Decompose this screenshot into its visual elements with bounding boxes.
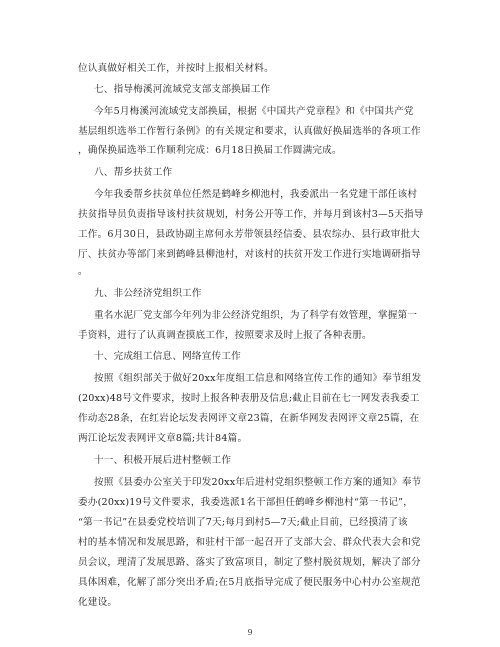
section-heading-11: 十一、积极开展后进村整顿工作 bbox=[94, 455, 232, 466]
body-text-line: 今年5月梅溪河流域党支部换届，根据《中国共产党章程》和《中国共产党 bbox=[94, 106, 414, 117]
body-text-line: 基层组织选举工作暂行条例》的有关规定和要求，认真做好换届选举的各项工作 bbox=[78, 126, 421, 137]
body-text-line: 手资料，进行了认真调查摸底工作，按照要求及时上报了各种表册。 bbox=[78, 330, 372, 341]
section-heading-8: 八、帮乡扶贫工作 bbox=[94, 167, 173, 178]
body-text-line: 具体困难，化解了部分突出矛盾;在5月底指导完成了便民服务中心村办公室规范 bbox=[78, 577, 421, 588]
body-text-line: 工作。6月30日，县政协副主席何永芳带领县经信委、县农综办、县行政审批大 bbox=[78, 229, 421, 240]
section-heading-7: 七、指导梅溪河流域党支部支部换届工作 bbox=[94, 84, 271, 95]
body-text-line: 重名水泥厂党支部今年列为非公经济党组织，为了科学有效管理，掌握第一 bbox=[94, 310, 418, 321]
body-text-line: 厅、扶贫办等部门来到鹤峰县柳池村，对该村的扶贫开发工作进行实地调研指导 bbox=[78, 249, 421, 260]
body-text-line: 扶贫指导员负责指导该村扶贫规划，村务公开等工作，并每月到该村3—5天指导 bbox=[78, 209, 424, 220]
body-text-line: 委办(20xx)19号文件要求，我委选派1名干部担任鹤峰乡柳池村“第一书记”， bbox=[78, 497, 414, 508]
body-text-line: 化建设。 bbox=[78, 597, 118, 608]
body-text-line: 今年我委帮乡扶贫单位任然是鹤峰乡柳池村，我委派出一名党建干部任该村 bbox=[94, 189, 418, 200]
body-text-line: 。 bbox=[78, 266, 88, 277]
body-text-line: 按照《县委办公室关于印发20xx年后进村党组织整顿工作方案的通知》奉节 bbox=[94, 477, 422, 488]
body-text-line: “第一书记”在县委党校培训了7天;每月到村5—7天;截止目前，已经摸清了该 bbox=[78, 517, 408, 528]
section-heading-10: 十、完成组工信息、网络宣传工作 bbox=[94, 351, 241, 362]
body-text-line: ，确保换届选举工作顺利完成：6月18日换届工作圆满完成。 bbox=[78, 145, 342, 156]
body-text-line: (20xx)48号文件要求，按时上报各种表册及信息;截止目前在七一网发表我委工 bbox=[78, 393, 420, 404]
body-text-line: 村的基本情况和发展思路，和驻村干部一起召开了支部大会、群众代表大会和党 bbox=[78, 537, 421, 548]
body-text-line: 作动态28条，在红岩论坛发表网评文章23篇，在新华网发表网评文章25篇，在 bbox=[78, 413, 420, 424]
section-heading-9: 九、非公经济党组织工作 bbox=[94, 288, 202, 299]
body-text-line: 按照《组织部关于做好20xx年度组工信息和网络宣传工作的通知》奉节组发 bbox=[94, 373, 422, 384]
body-text-line: 位认真做好相关工作，并按时上报相关材料。 bbox=[78, 63, 274, 74]
body-text-line: 员会议，理清了发展思路、落实了致富项目，制定了整村脱贫规划，解决了部分 bbox=[78, 557, 421, 568]
page-number: 9 bbox=[247, 628, 253, 637]
body-text-line: 两江论坛发表网评文章8篇;共计84篇。 bbox=[78, 433, 248, 444]
